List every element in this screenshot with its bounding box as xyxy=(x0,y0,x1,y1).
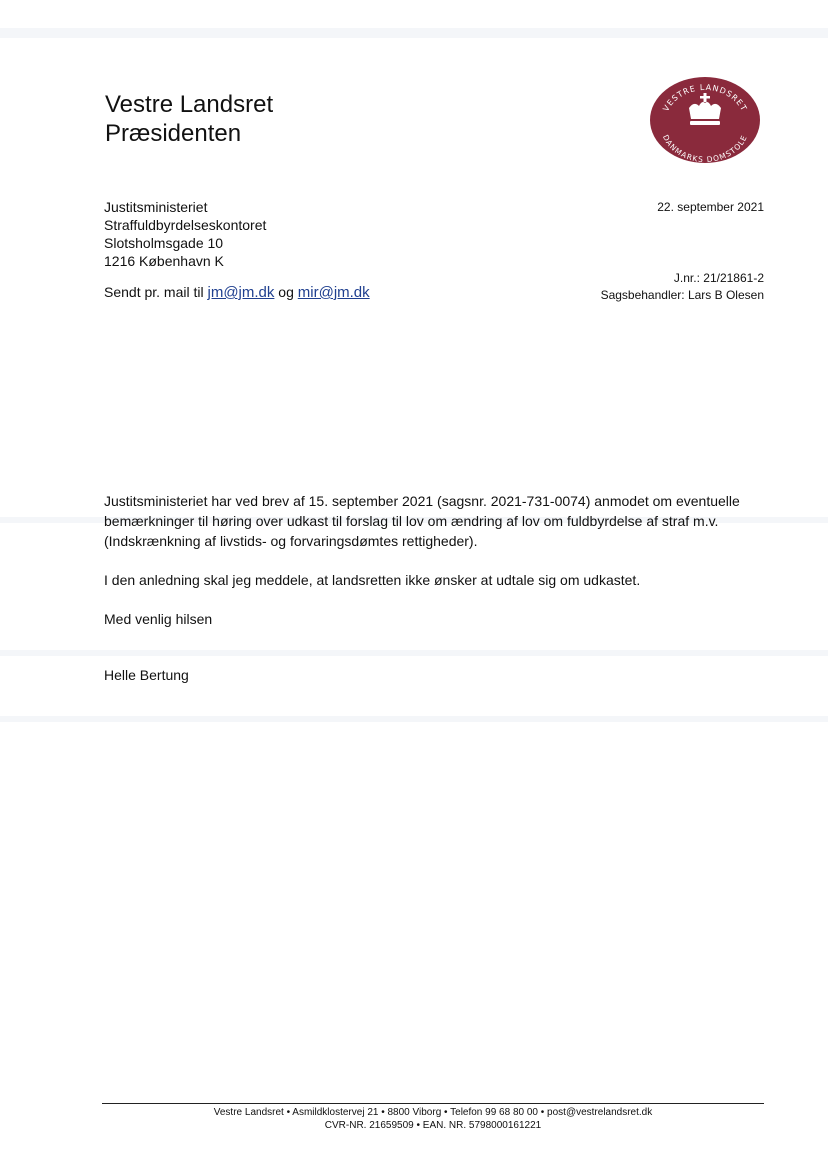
recipient-line-3: Slotsholmsgade 10 xyxy=(104,235,224,251)
body-paragraph-1: Justitsministeriet har ved brev af 15. september 2021 (sagsnr. 2021-731-0074) anmodet om eventuelle bemærkninger til høring over udkast til forslag til lov om ændring af lov om fuldbyrdelse af straf m.v. (Indskrænkning af livstids- og forvaringsdømtes rettigheder). xyxy=(104,493,740,549)
body-paragraph-2: I den anledning skal jeg meddele, at landsretten ikke ønsker at udtale sig om udkastet. xyxy=(104,572,641,588)
court-heading xyxy=(105,90,273,148)
scan-artifact xyxy=(0,28,828,38)
court-office: Præsidenten xyxy=(105,120,242,147)
footer-divider xyxy=(102,1103,764,1104)
case-reference xyxy=(601,270,764,304)
court-seal-logo xyxy=(649,76,761,164)
recipient-address xyxy=(104,198,266,270)
recipient-line-4: 1216 København K xyxy=(104,253,224,269)
case-handler: Sagsbehandler: Lars B Olesen xyxy=(600,288,764,302)
scan-artifact xyxy=(0,650,828,656)
email-link-mir[interactable]: mir@jm.dk xyxy=(297,284,370,301)
letter-body xyxy=(104,491,784,648)
journal-number: J.nr.: 21/21861-2 xyxy=(673,271,764,285)
seal-bottom-text: DANMARKS DOMSTOLE xyxy=(660,133,750,164)
seal-graphic xyxy=(649,76,761,164)
signer-name: Helle Bertung xyxy=(104,667,189,683)
scan-artifact xyxy=(0,716,828,722)
recipient-line-2: Straffuldbyrdelseskontoret xyxy=(104,217,267,233)
sent-connector: og xyxy=(278,284,294,300)
sent-by-mail-line xyxy=(104,284,370,301)
sent-prefix: Sendt pr. mail til xyxy=(104,284,204,300)
letterhead-footer xyxy=(102,1106,764,1132)
seal-top-text: VESTRE LANDSRET xyxy=(661,82,749,113)
footer-registration-line: CVR-NR. 21659509 • EAN. NR. 5798000161221 xyxy=(324,1120,542,1131)
recipient-line-1: Justitsministeriet xyxy=(104,199,208,215)
letter-date: 22. september 2021 xyxy=(657,200,764,214)
email-link-jm[interactable]: jm@jm.dk xyxy=(207,284,275,301)
closing-salutation: Med venlig hilsen xyxy=(104,611,213,627)
footer-contact-line: Vestre Landsret • Asmildklostervej 21 • 8800 Viborg • Telefon 99 68 80 00 • post@vestrelandsret.dk xyxy=(213,1107,653,1118)
court-name: Vestre Landsret xyxy=(105,91,274,118)
